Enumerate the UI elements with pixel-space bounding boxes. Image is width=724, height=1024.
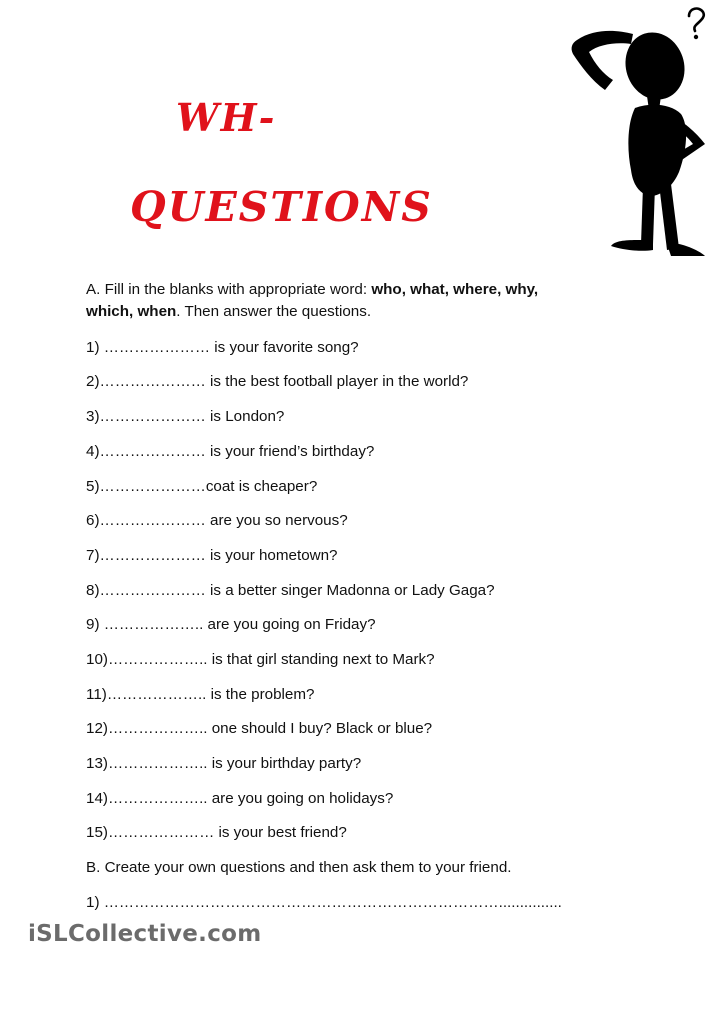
- wh-words-list-continued: which, when: [86, 303, 177, 320]
- question-10: 10)……………….. is that girl standing next to Mark?: [86, 651, 435, 668]
- question-13: 13)……………….. is your birthday party?: [86, 755, 362, 772]
- question-15: 15)………………… is your best friend?: [86, 824, 347, 841]
- question-8: 8)………………… is a better singer Madonna or Lady Gaga?: [86, 582, 495, 599]
- question-11: 11)……………….. is the problem?: [86, 686, 315, 703]
- question-12: 12)……………….. one should I buy? Black or blue?: [86, 720, 433, 737]
- question-6: 6)………………… are you so nervous?: [86, 512, 348, 529]
- question-9: 9) ……………….. are you going on Friday?: [86, 616, 376, 633]
- wh-words-list: who, what, where, why,: [371, 281, 539, 298]
- question-5: 5)…………………coat is cheaper?: [86, 478, 318, 495]
- section-a-instructions: [86, 279, 646, 323]
- question-14: 14)……………….. are you going on holidays?: [86, 790, 394, 807]
- section-b-instructions: B. Create your own questions and then ask them to your friend.: [86, 859, 512, 876]
- worksheet-title-line-2: QUESTIONS: [130, 183, 433, 231]
- section-a-prefix: A. Fill in the blanks with appropriate word:: [86, 281, 372, 298]
- question-3: 3)………………… is London?: [86, 408, 285, 425]
- question-2: 2)………………… is the best football player in the world?: [86, 373, 469, 390]
- worksheet-title-line-1: WH-: [176, 95, 277, 140]
- question-1: 1) ………………… is your favorite song?: [86, 339, 359, 356]
- thinking-man-icon: [555, 0, 724, 270]
- question-7: 7)………………… is your hometown?: [86, 547, 338, 564]
- question-4: 4)………………… is your friend’s birthday?: [86, 443, 375, 460]
- watermark: iSLCollective.com: [28, 921, 262, 947]
- section-a-suffix: . Then answer the questions.: [176, 303, 372, 320]
- own-question-1: 1) ……………………………………………………………………...............: [86, 894, 562, 911]
